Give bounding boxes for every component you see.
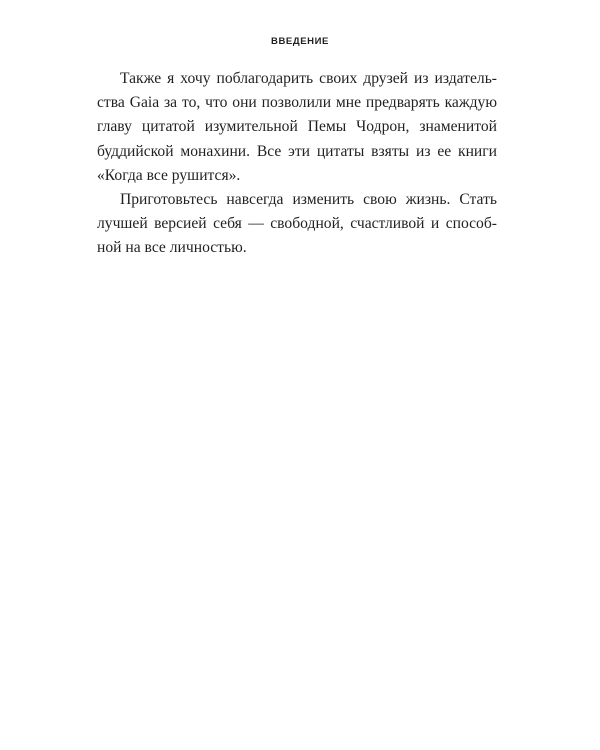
text-line: ства Gaia за то, что они позволили мне предварять каждую	[97, 94, 497, 112]
text-line: ной на все личностью.	[97, 239, 247, 257]
text-line: «Когда все рушится».	[97, 166, 241, 184]
body-text	[97, 67, 497, 261]
text-line: лучшей версией себя — свободной, счастливой и способ-	[97, 215, 497, 233]
paragraph	[97, 188, 497, 261]
text-line: Также я хочу поблагодарить своих друзей из издатель-	[120, 70, 497, 87]
text-line: Приготовьтесь навсегда изменить свою жизнь. Стать	[120, 190, 497, 208]
running-head: ВВЕДЕНИЕ	[271, 36, 329, 47]
text-line: буддийской монахини. Все эти цитаты взяты из ее книги	[97, 142, 497, 160]
text-line: главу цитатой изумительной Пемы Чодрон, знаменитой	[97, 118, 497, 136]
paragraph	[97, 67, 497, 188]
